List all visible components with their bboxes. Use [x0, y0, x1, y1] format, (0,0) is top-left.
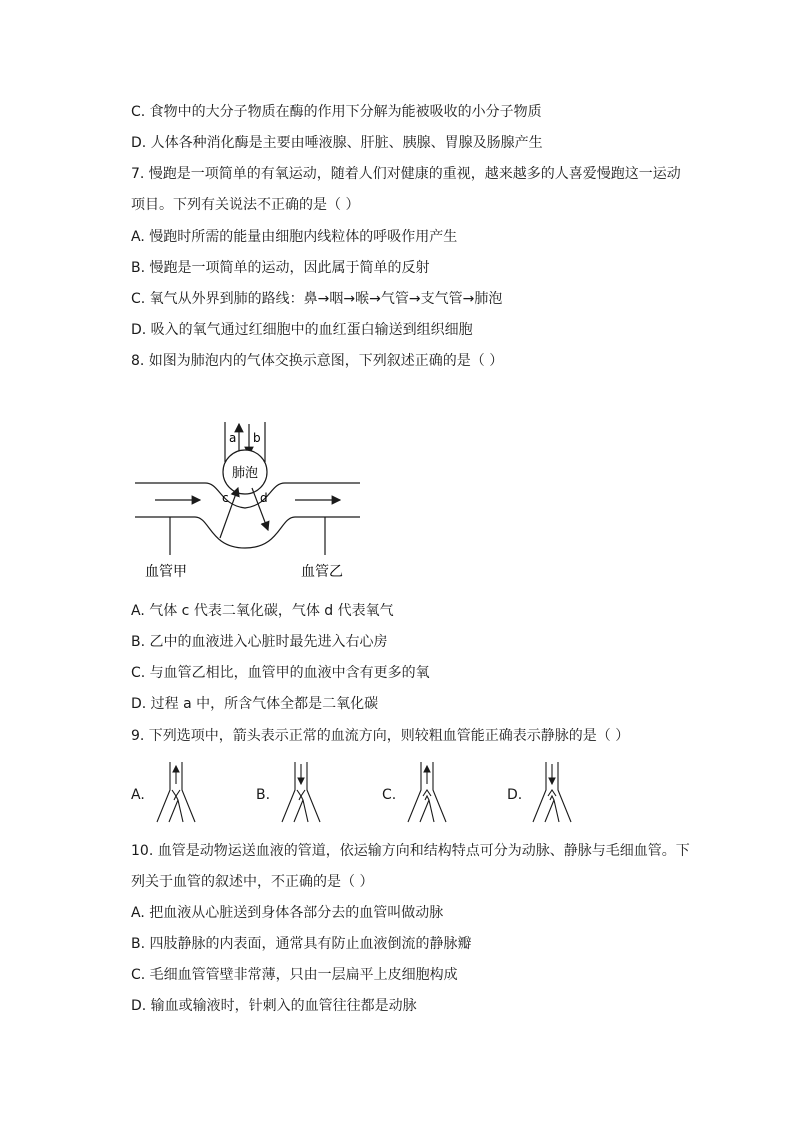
q10-stem-line1: 10. 血管是动物运送血液的管道，依运输方向和结构特点可分为动脉、静脉与毛细血管。下 — [131, 843, 690, 859]
q8-option-b: B. 乙中的血液进入心脏时最先进入右心房 — [131, 634, 388, 650]
q6-option-c: C. 食物中的大分子物质在酶的作用下分解为能被吸收的小分子物质 — [131, 104, 542, 120]
label-a: a — [229, 431, 237, 445]
q7-stem-line2: 项目。下列有关说法不正确的是（ ） — [131, 197, 360, 213]
q10-option-d: D. 输血或输液时，针刺入的血管往往都是动脉 — [131, 998, 417, 1014]
q8-option-c: C. 与血管乙相比，血管甲的血液中含有更多的氧 — [131, 665, 430, 681]
alveolus-diagram — [125, 410, 375, 585]
q7-option-a: A. 慢跑时所需的能量由细胞内线粒体的呼吸作用产生 — [131, 229, 458, 245]
q8-option-a: A. 气体 c 代表二氧化碳，气体 d 代表氧气 — [131, 603, 394, 619]
q9-option-c-vessel — [404, 760, 450, 824]
q9-stem: 9. 下列选项中，箭头表示正常的血流方向，则较粗血管能正确表示静脉的是（ ） — [131, 728, 630, 744]
q9-option-a-vessel — [153, 760, 199, 824]
label-alveolus: 肺泡 — [231, 466, 259, 481]
vessel-bottom-wall — [135, 517, 360, 548]
label-vessel-left: 血管甲 — [145, 564, 187, 580]
label-vessel-right: 血管乙 — [301, 564, 343, 580]
q7-option-c: C. 氧气从外界到肺的路线：鼻→咽→喉→气管→支气管→肺泡 — [131, 291, 503, 307]
q9-option-d-label: D. — [507, 787, 523, 803]
q10-option-a: A. 把血液从心脏送到身体各部分去的血管叫做动脉 — [131, 905, 444, 921]
q9-option-c-label: C. — [382, 787, 397, 803]
q7-option-d: D. 吸入的氧气通过红细胞中的血红蛋白输送到组织细胞 — [131, 322, 473, 338]
q10-stem-line2: 列关于血管的叙述中，不正确的是（ ） — [131, 874, 374, 890]
q8-stem: 8. 如图为肺泡内的气体交换示意图，下列叙述正确的是（ ） — [131, 353, 504, 369]
q10-option-c: C. 毛细血管管壁非常薄，只由一层扁平上皮细胞构成 — [131, 967, 458, 983]
q8-option-d: D. 过程 a 中，所含气体全都是二氧化碳 — [131, 696, 379, 712]
q9-option-d-vessel — [529, 760, 575, 824]
q10-option-b: B. 四肢静脉的内表面，通常具有防止血液倒流的静脉瓣 — [131, 936, 472, 952]
q9-option-b-vessel — [278, 760, 324, 824]
q6-option-d: D. 人体各种消化酶是主要由唾液腺、肝脏、胰腺、胃腺及肠腺产生 — [131, 135, 543, 151]
q9-option-b-label: B. — [256, 787, 271, 803]
q7-stem-line1: 7. 慢跑是一项简单的有氧运动，随着人们对健康的重视，越来越多的人喜爱慢跑这一运动 — [131, 166, 681, 182]
label-c: c — [222, 491, 229, 505]
label-d: d — [260, 491, 268, 505]
q9-option-a-label: A. — [131, 787, 145, 803]
q7-option-b: B. 慢跑是一项简单的运动，因此属于简单的反射 — [131, 260, 430, 276]
label-b: b — [253, 431, 261, 445]
